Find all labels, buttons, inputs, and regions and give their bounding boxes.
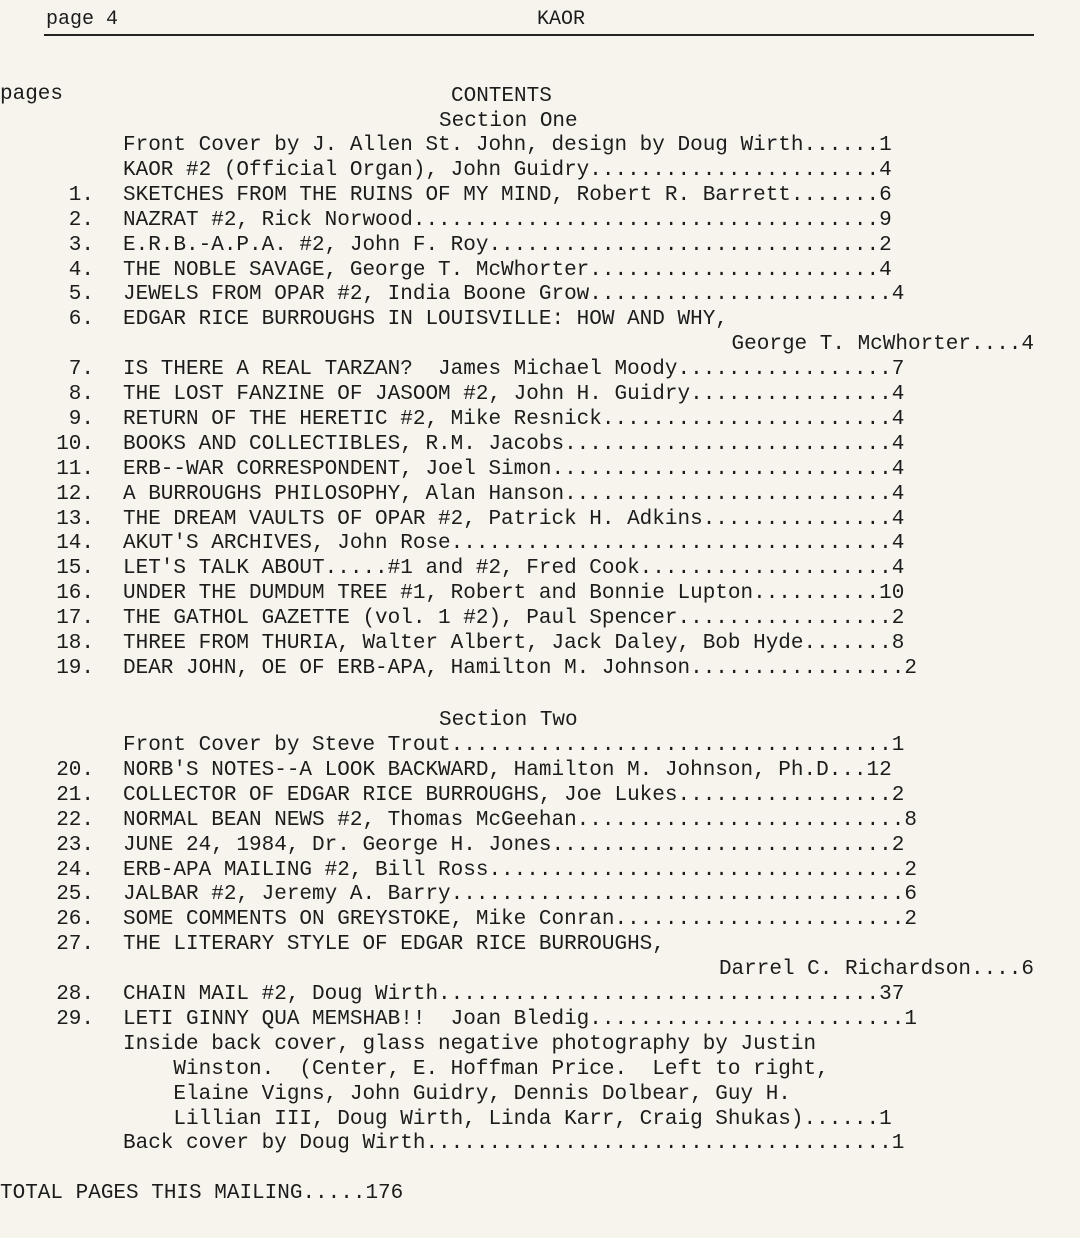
entry-text: ERB--WAR CORRESPONDENT, Joel Simon...........................4 <box>123 457 905 481</box>
entry-number: 18. <box>56 632 94 655</box>
entry-text: ERB-APA MAILING #2, Bill Ross.................................2 <box>123 858 917 882</box>
contents-entry <box>0 1107 1080 1132</box>
entry-text: Winston. (Center, E. Hoffman Price. Left to right, <box>123 1057 829 1081</box>
section-one-title: Section One <box>439 110 578 133</box>
entry-text: JUNE 24, 1984, Dr. George H. Jones...........................2 <box>123 833 905 857</box>
contents-entry <box>0 907 1080 932</box>
entry-number: 19. <box>56 656 94 680</box>
contents-entry <box>0 357 1080 382</box>
contents-entry <box>0 1131 1080 1156</box>
contents-entry <box>0 133 1080 158</box>
entry-number: 23. <box>56 833 94 857</box>
entry-text: JEWELS FROM OPAR #2, India Boone Grow........................4 <box>123 283 905 307</box>
entry-number: 13. <box>56 507 94 531</box>
entry-text: KAOR #2 (Official Organ), John Guidry.......................4 <box>123 158 892 182</box>
contents-entry <box>0 858 1080 883</box>
contents-entry <box>0 382 1080 407</box>
entry-text: Back cover by Doug Wirth.....................................1 <box>123 1132 905 1156</box>
entry-text: LETI GINNY QUA MEMSHAB!! Joan Bledig.........................1 <box>123 1007 917 1031</box>
contents-entry <box>0 282 1080 307</box>
entry-text: NAZRAT #2, Rick Norwood.....................................9 <box>123 208 892 232</box>
contents-entry <box>0 233 1080 258</box>
entry-text: COLLECTOR OF EDGAR RICE BURROUGHS, Joe Lukes.................2 <box>123 783 905 807</box>
contents-entry <box>0 631 1080 656</box>
entry-number: 22. <box>56 808 94 832</box>
contents-entry <box>0 482 1080 507</box>
contents-entry <box>0 606 1080 631</box>
contents-entry <box>0 783 1080 808</box>
entry-number: 4. <box>68 258 94 282</box>
entry-text: Inside back cover, glass negative photography by Justin <box>123 1032 817 1056</box>
entry-text: Lillian III, Doug Wirth, Linda Karr, Craig Shukas)......1 <box>123 1107 892 1131</box>
entry-number: 28. <box>56 983 94 1006</box>
entry-number: 25. <box>56 883 94 907</box>
entry-number: 9. <box>68 407 94 431</box>
entry-number: 10. <box>56 432 94 456</box>
entry-number: 7. <box>68 358 94 382</box>
entry-text: THREE FROM THURIA, Walter Albert, Jack Daley, Bob Hyde.......8 <box>123 632 905 655</box>
contents-entry <box>0 656 1080 681</box>
contents-heading: CONTENTS <box>451 85 552 108</box>
entry-text: THE DREAM VAULTS OF OPAR #2, Patrick H. Adkins...............4 <box>123 507 905 531</box>
contents-entry <box>0 258 1080 283</box>
entry-text: George T. McWhorter....4 <box>731 333 1034 357</box>
zine-title: KAOR <box>537 8 586 31</box>
entry-number: 14. <box>56 532 94 556</box>
entry-number: 26. <box>56 908 94 932</box>
entry-text: THE GATHOL GAZETTE (vol. 1 #2), Paul Spencer.................2 <box>123 607 905 631</box>
entry-number: 11. <box>56 457 94 481</box>
entry-text: Front Cover by J. Allen St. John, design by Doug Wirth......1 <box>123 134 892 157</box>
entry-text: RETURN OF THE HERETIC #2, Mike Resnick.......................4 <box>123 407 905 431</box>
entry-number: 24. <box>56 858 94 882</box>
contents-entry <box>0 758 1080 783</box>
entry-number: 15. <box>56 557 94 581</box>
entry-number: 12. <box>56 482 94 506</box>
entry-text: CHAIN MAIL #2, Doug Wirth...................................37 <box>123 983 905 1006</box>
section-two-title: Section Two <box>439 709 578 732</box>
entry-text: BOOKS AND COLLECTIBLES, R.M. Jacobs..........................4 <box>123 432 905 456</box>
contents-entry <box>0 581 1080 606</box>
entry-text: DEAR JOHN, OE OF ERB-APA, Hamilton M. Johnson.................2 <box>123 656 917 680</box>
entry-text: THE LOST FANZINE OF JASOOM #2, John H. Guidry................4 <box>123 383 905 406</box>
total-pages: TOTAL PAGES THIS MAILING.....176 <box>0 1182 404 1205</box>
entry-text: IS THERE A REAL TARZAN? James Michael Moody.................7 <box>123 358 905 382</box>
contents-entry <box>0 1032 1080 1057</box>
entry-text: THE LITERARY STYLE OF EDGAR RICE BURROUGHS, <box>123 933 665 957</box>
page-number: page 4 <box>46 8 119 31</box>
entry-text: Front Cover by Steve Trout...................................1 <box>123 734 905 757</box>
contents-entry <box>0 1007 1080 1032</box>
contents-entry <box>0 733 1080 758</box>
entry-number: 8. <box>68 383 94 406</box>
contents-entry <box>0 158 1080 183</box>
entry-text: AKUT'S ARCHIVES, John Rose...................................4 <box>123 532 905 556</box>
entry-text: SKETCHES FROM THE RUINS OF MY MIND, Robert R. Barrett.......6 <box>123 183 892 207</box>
contents-entry <box>0 932 1080 957</box>
entry-text: EDGAR RICE BURROUGHS IN LOUISVILLE: HOW AND WHY, <box>123 308 728 332</box>
entry-number: 20. <box>56 758 94 782</box>
contents-entry <box>0 1082 1080 1107</box>
entry-number: 5. <box>68 283 94 307</box>
entry-number: 2. <box>68 208 94 232</box>
contents-entry <box>0 507 1080 532</box>
contents-entry <box>0 808 1080 833</box>
pages-heading: pages <box>0 83 64 106</box>
entry-text: E.R.B.-A.P.A. #2, John F. Roy...............................2 <box>123 233 892 257</box>
entry-number: 16. <box>56 582 94 606</box>
contents-entry <box>0 1057 1080 1082</box>
contents-entry <box>0 332 1080 357</box>
entry-text: THE NOBLE SAVAGE, George T. McWhorter.......................4 <box>123 258 892 282</box>
entry-number: 17. <box>56 607 94 631</box>
contents-entry <box>0 531 1080 556</box>
entry-number: 21. <box>56 783 94 807</box>
entry-number: 29. <box>56 1007 94 1031</box>
entry-text: JALBAR #2, Jeremy A. Barry....................................6 <box>123 883 917 907</box>
entry-text: Elaine Vigns, John Guidry, Dennis Dolbear, Guy H. <box>123 1082 791 1106</box>
entry-text: A BURROUGHS PHILOSOPHY, Alan Hanson..........................4 <box>123 482 905 506</box>
contents-entry <box>0 556 1080 581</box>
entry-text: NORMAL BEAN NEWS #2, Thomas McGeehan..........................8 <box>123 808 917 832</box>
contents-entry <box>0 882 1080 907</box>
entry-text: SOME COMMENTS ON GREYSTOKE, Mike Conran.......................2 <box>123 908 917 932</box>
contents-entry <box>0 982 1080 1007</box>
entry-text: UNDER THE DUMDUM TREE #1, Robert and Bonnie Lupton..........10 <box>123 582 905 606</box>
contents-entry <box>0 208 1080 233</box>
entry-number: 6. <box>68 308 94 332</box>
contents-entry <box>0 833 1080 858</box>
page-header <box>44 6 1034 36</box>
contents-entry <box>0 183 1080 208</box>
entry-text: NORB'S NOTES--A LOOK BACKWARD, Hamilton M. Johnson, Ph.D...12 <box>123 758 892 782</box>
contents-entry <box>0 432 1080 457</box>
contents-entry <box>0 457 1080 482</box>
entry-text: LET'S TALK ABOUT.....#1 and #2, Fred Cook....................4 <box>123 557 905 581</box>
entry-number: 27. <box>56 933 94 957</box>
entry-text: Darrel C. Richardson....6 <box>718 958 1034 982</box>
entry-number: 3. <box>68 233 94 257</box>
contents-entry <box>0 957 1080 982</box>
entry-number: 1. <box>68 183 94 207</box>
contents-entry <box>0 307 1080 332</box>
contents-entry <box>0 407 1080 432</box>
